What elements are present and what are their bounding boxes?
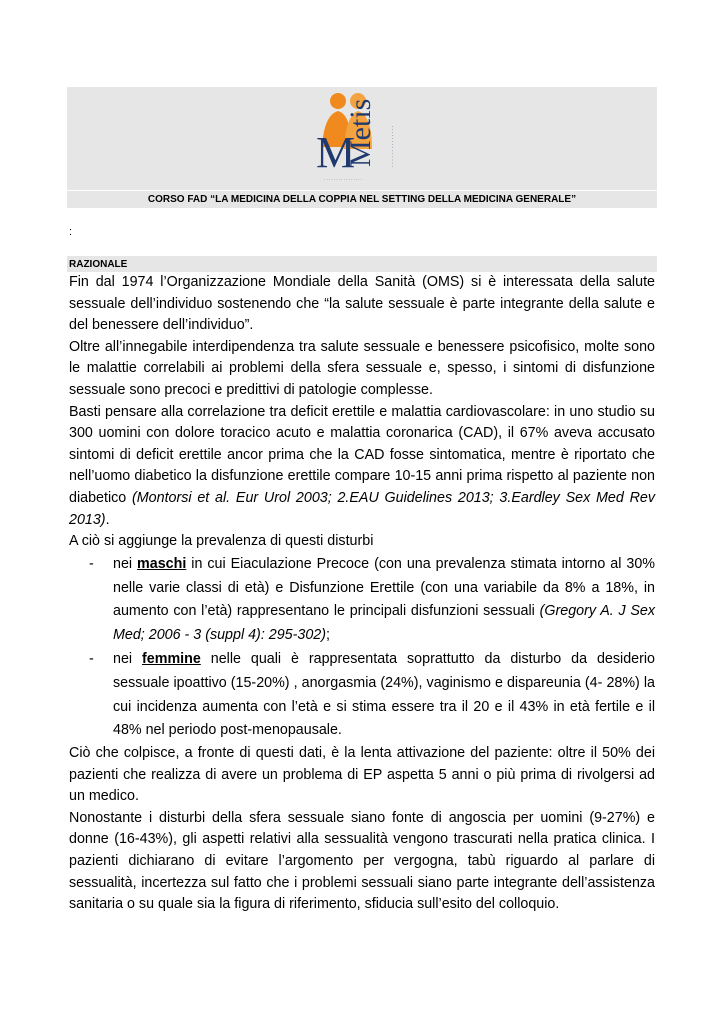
bullet-1-pre: nei [113, 555, 138, 572]
paragraph-4: A ciò si aggiunge la prevalenza di questi disturbi [69, 533, 374, 550]
body-text [69, 272, 655, 916]
bullet-2-pre: nei [113, 650, 143, 667]
logo-wordmark: Metis [344, 98, 377, 167]
bullet-1-reference: (Gregory A. J Sex Med; 2006 - 3 (suppl 4): 295-302) [113, 603, 655, 644]
list-item [69, 553, 655, 648]
course-title: CORSO FAD “LA MEDICINA DELLA COPPIA NEL SETTING DELLA MEDICINA GENERALE” [67, 190, 657, 208]
logo-tagline: · · · · · · · · · · · · · · [390, 125, 396, 167]
section-label: RAZIONALE [67, 256, 657, 272]
colon-mark: : [69, 226, 73, 238]
bullet-dash: - [89, 650, 94, 667]
logo-subline: · · · · · · · · · · · · · · · · [324, 177, 362, 182]
paragraph-3-reference: (Montorsi et al. Eur Urol 2003; 2.EAU Guidelines 2013; 3.Eardley Sex Med Rev 2013) [69, 489, 655, 528]
bullet-1-end: ; [326, 627, 330, 644]
metis-logo [308, 87, 420, 187]
paragraph-2: Oltre all’innegabile interdipendenza tra salute sessuale e benessere psicofisico, molte sono le malattie correlabili ai problemi della sfera sessuale e, spesso, i sintomi di disfunzione sessuale sono precoci e predittivi di patologie complesse. [69, 338, 655, 398]
paragraph-6: Nonostante i disturbi della sfera sessuale siano fonte di angoscia per uomini (9-27%) e donne (16-43%), gli aspetti relativi alla sessualità vengono trascurati nella pratica clinica. I pazienti dichiarano di evitare l’argomento per vergogna, tabù riguardo al parlare di sessualità, incertezza sul fatto che i problemi sessuali siano parte integrante dell’assistenza sanitaria o su quale sia la figura di riferimento, sfiducia sull’esito del colloquio. [69, 809, 655, 913]
bullet-list [69, 553, 655, 743]
bullet-2-text: nelle quali è rappresentata soprattutto da disturbo da desiderio sessuale ipoattivo (15-20%) , anorgasmia (24%), vaginismo e dispareunia (4- 28%) la cui incidenza aumenta con l’età e si stima essere tra il 20 e il 43% in età fertile e il 48% nel periodo post-menopausale. [113, 650, 655, 739]
bullet-dash: - [89, 555, 94, 572]
logo-letter-m: M [316, 128, 356, 177]
bullet-2-key: femmine [142, 650, 201, 667]
list-item [69, 648, 655, 743]
paragraph-3-end: . [105, 511, 110, 528]
paragraph-5: Ciò che colpisce, a fronte di questi dati, è la lenta attivazione del paziente: oltre il 50% dei pazienti che realizza di avere un problema di EP aspetta 5 anni o più prima di rivolgersi ad un medico. [69, 745, 655, 805]
bullet-1-key: maschi [137, 555, 187, 572]
paragraph-3-text: Basti pensare alla correlazione tra deficit erettile e malattia cardiovascolare: in uno studio su 300 uomini con dolore toracico acuto e malattia coronarica (CAD), il 67% aveva accusato sintomi di deficit erettile ancor prima che la CAD fosse sintomatica, mentre è riportato che nell’uomo diabetico la disfunzione erettile compare 10-15 anni prima rispetto al paziente non diabetico [69, 403, 655, 506]
paragraph-3 [69, 402, 655, 532]
paragraph-1: Fin dal 1974 l’Organizzazione Mondiale della Sanità (OMS) si è interessata della salute sessuale dell’individuo sostenendo che “la salute sessuale è parte integrante della salute e del benessere dell’individuo”. [69, 274, 655, 334]
bullet-1-text: in cui Eiaculazione Precoce (con una prevalenza stimata intorno al 30% nelle varie classi di età) e Disfunzione Erettile (con una variabile da 8% a 18%, in aumento con l’età) rappresentano le principali disfunzioni sessuali [113, 555, 655, 620]
